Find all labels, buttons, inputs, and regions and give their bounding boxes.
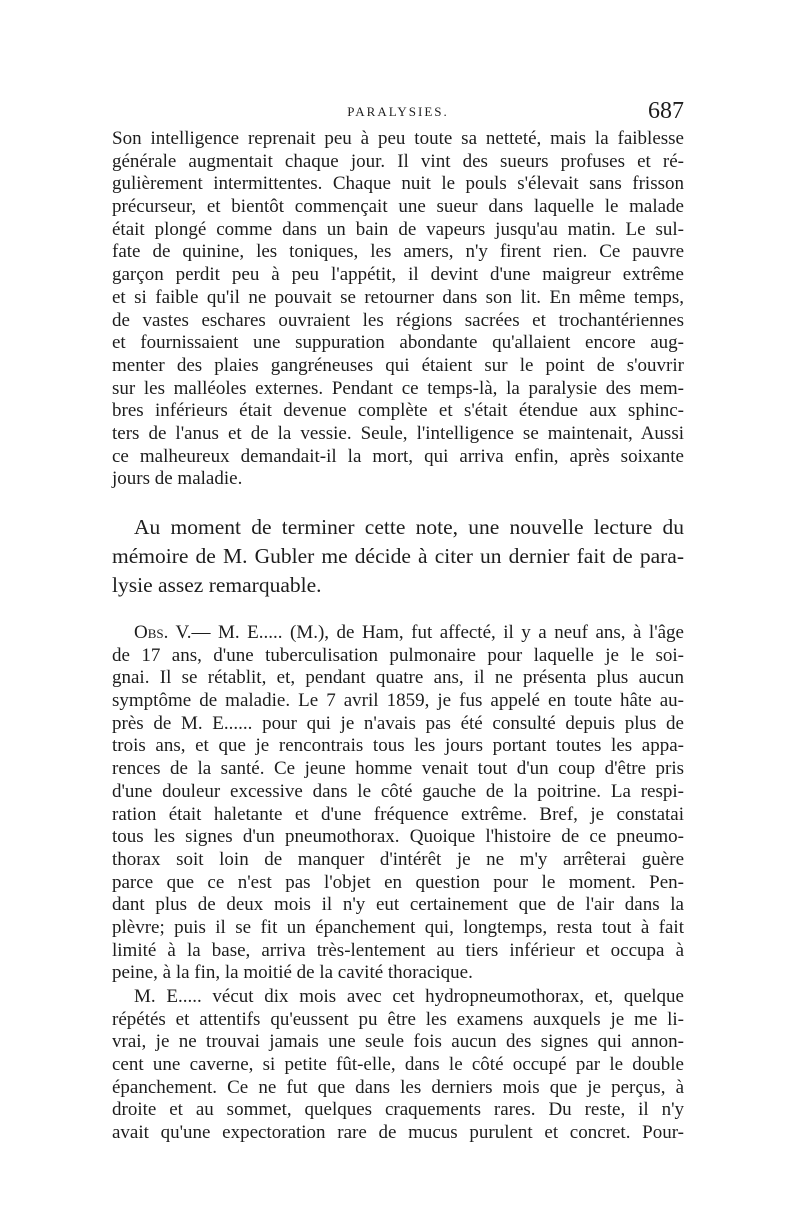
text-line: peine, à la fin, la moitié de la cavité thoracique.: [112, 962, 473, 984]
text-line: gnai. Il se rétablit, et, pendant quatre ans, il ne présenta plus aucun: [112, 667, 684, 689]
text-line: sur les malléoles externes. Pendant ce temps-là, la paralysie des mem-: [112, 377, 684, 399]
text-line: menter des plaies gangréneuses qui étaient sur le point de s'ouvrir: [112, 354, 684, 376]
text-line: gulièrement intermittentes. Chaque nuit le pouls s'élevait sans frisson: [112, 173, 684, 195]
author-note: [112, 513, 684, 600]
text-line: parce que ce n'est pas l'objet en question pour le moment. Pen-: [112, 871, 684, 893]
text-line: était plongé comme dans un bain de vapeurs jusqu'au matin. Le sul-: [112, 218, 684, 240]
text-line: plèvre; puis il se fit un épanchement qui, longtemps, resta tout à fait: [112, 916, 684, 938]
text-line: garçon perdit peu à peu l'appétit, il devint d'une maigreur extrême: [112, 264, 684, 286]
page-number: 687: [648, 98, 684, 124]
text-line: ters de l'anus et de la vessie. Seule, l'intelligence se maintenait, Aussi: [112, 422, 684, 444]
text-line: fate de quinine, les toniques, les amers, n'y firent rien. Ce pauvre: [112, 241, 684, 263]
text-line: dant plus de deux mois il n'y eut certainement que de l'air dans la: [112, 894, 684, 916]
running-head: [112, 98, 684, 128]
text-line: générale augmentait chaque jour. Il vint des sueurs profuses et ré-: [112, 150, 684, 172]
text-line: ce malheureux demandait-il la mort, qui arriva enfin, après soixante: [112, 445, 684, 467]
text-line: M. E..... vécut dix mois avec cet hydropneumothorax, et, quelque: [134, 986, 684, 1007]
text-line: répétés et attentifs qu'eussent pu être les examens auxquels je me li-: [112, 1008, 684, 1030]
text-line: thorax soit loin de manquer d'intérêt je ne m'y arrêterai guère: [112, 848, 684, 870]
text-line: vrai, je ne trouvai jamais une seule fois aucun des signes qui annon-: [112, 1031, 684, 1053]
text-line: et si faible qu'il ne pouvait se retourner dans son lit. En même temps,: [112, 286, 684, 308]
observation-label: Obs. V.: [134, 622, 192, 643]
text-line: de 17 ans, d'une tuberculisation pulmonaire pour laquelle je le soi-: [112, 644, 684, 666]
note-line: lysie assez remarquable.: [112, 573, 322, 597]
text-line: tous les signes d'un pneumothorax. Quoique l'histoire de ce pneumo-: [112, 826, 684, 848]
text-line: et fournissaient une suppuration abondante qu'allaient encore aug-: [112, 332, 684, 354]
text-line: symptôme de maladie. Le 7 avril 1859, je fus appelé en toute hâte au-: [112, 690, 684, 712]
text-line: près de M. E...... pour qui je n'avais pas été consulté depuis plus de: [112, 712, 684, 734]
text-line: avait qu'une expectoration rare de mucus purulent et concret. Pour-: [112, 1122, 684, 1144]
text-line: ration était haletante et d'une fréquence extrême. Bref, je constatai: [112, 803, 684, 825]
paragraph: [112, 986, 684, 1145]
text-line: cent une caverne, si petite fût-elle, dans le côté occupé par le double: [112, 1054, 684, 1076]
text-line: Son intelligence reprenait peu à peu toute sa netteté, mais la faiblesse: [112, 128, 684, 149]
text-line: trois ans, et que je rencontrais tous les jours portant toutes les appa-: [112, 735, 684, 757]
text-line: d'une douleur excessive dans le côté gauche de la poitrine. La respi-: [112, 780, 684, 802]
text-line: de vastes eschares ouvraient les régions sacrées et trochantériennes: [112, 309, 684, 331]
text-line: limité à la base, arriva très-lentement au tiers inférieur et occupa à: [112, 939, 684, 961]
running-title: PARALYSIES.: [347, 104, 449, 119]
note-line: mémoire de M. Gubler me décide à citer un dernier fait de para-: [112, 544, 684, 568]
text-line: bres inférieurs était devenue complète et s'était étendue aux sphinc-: [112, 400, 684, 422]
paragraph-continuation: [112, 128, 684, 491]
observation-first-line: — M. E..... (M.), de Ham, fut affecté, il y a neuf ans, à l'âge: [191, 622, 684, 643]
text-line: rences de la santé. Ce jeune homme venait tout d'un coup d'être pris: [112, 758, 684, 780]
text-line: droite et au sommet, quelques craquements rares. Du reste, il n'y: [112, 1099, 684, 1121]
note-line: Au moment de terminer cette note, une nouvelle lecture du: [134, 515, 684, 539]
text-line: épanchement. Ce ne fut que dans les derniers mois que je perçus, à: [112, 1076, 684, 1098]
text-line: précurseur, et bientôt commençait une sueur dans laquelle le malade: [112, 196, 684, 218]
text-line: [112, 622, 684, 645]
observation-paragraph: [112, 622, 684, 985]
text-line: jours de maladie.: [112, 468, 243, 490]
